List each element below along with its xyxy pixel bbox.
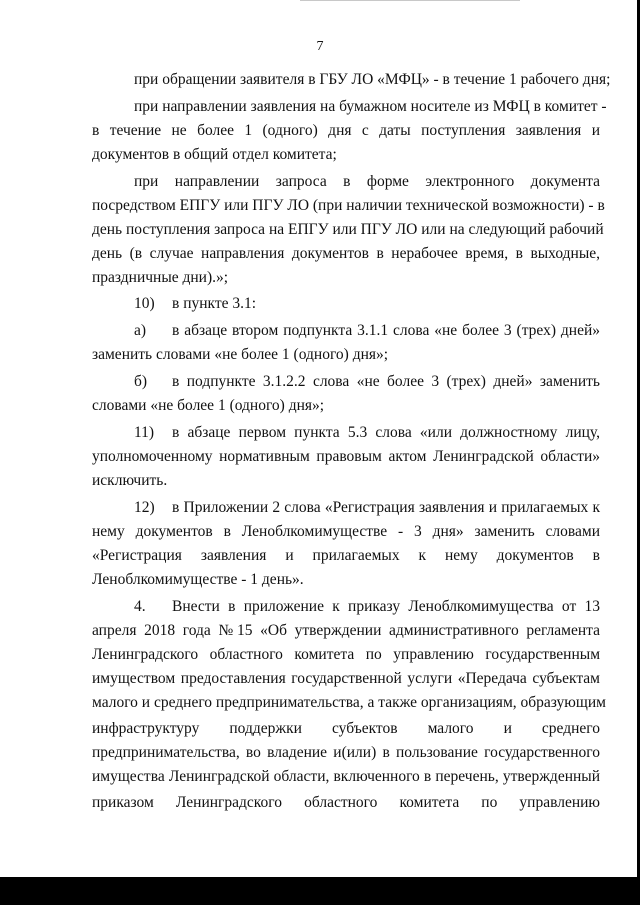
- text-line: Леноблкомимуществе - 1 день».: [92, 571, 304, 588]
- list-number: 4.: [134, 598, 146, 615]
- text-line: Внести в приложение к приказу Леноблкомимущества от 13: [172, 598, 600, 615]
- list-letter: а): [134, 322, 147, 339]
- text-line: день поступления запроса на ЕПГУ или ПГУ ЛО или на следующий рабочий: [92, 221, 604, 238]
- text-line: исключить.: [92, 472, 168, 489]
- text-line: день (в случае направления документов в нерабочее время, в выходные,: [92, 245, 600, 262]
- text-line: в течение не более 1 (одного) дня с даты поступления заявления и: [92, 122, 600, 139]
- list-letter: б): [134, 373, 148, 390]
- text-line: имуществом предоставления государственной услуги «Передача субъектам: [92, 670, 600, 687]
- text-line: в абзаце втором подпункта 3.1.1 слова «не более 3 (трех) дней»: [172, 322, 600, 339]
- text-line: в пункте 3.1:: [172, 295, 257, 312]
- text-line: посредством ЕПГУ или ПГУ ЛО (при наличии технической возможности) - в: [92, 197, 605, 214]
- text-line: уполномоченному нормативным правовым актом Ленинградской области»: [92, 448, 600, 465]
- text-line: инфраструктуру поддержки субъектов малого и среднего: [92, 720, 600, 737]
- scan-top-edge: [300, 0, 520, 1]
- text-line: праздничные дни).»;: [92, 269, 229, 286]
- text-line: приказом Ленинградского областного комитета по управлению: [92, 794, 600, 811]
- text-line: «Регистрация заявления и прилагаемых к нему документов в: [92, 547, 600, 564]
- text-line: документов в общий отдел комитета;: [92, 146, 337, 163]
- text-line: в подпункте 3.1.2.2 слова «не более 3 (трех) дней» заменить: [172, 373, 600, 390]
- list-number: 12): [134, 499, 155, 516]
- text-line: предпринимательства, во владение и(или) в пользование государственного: [92, 744, 600, 761]
- text-line: малого и среднего предпринимательства, а также организациям, образующим: [92, 694, 606, 711]
- text-line: словами «не более 1 (одного) дня»;: [92, 397, 325, 414]
- text-line: в абзаце первом пункта 5.3 слова «или должностному лицу,: [172, 424, 600, 441]
- text-line: имущества Ленинградской области, включенного в перечень, утвержденный: [92, 768, 600, 785]
- text-line: апреля 2018 года №15 «Об утверждении административного регламента: [92, 622, 600, 639]
- list-number: 10): [134, 295, 155, 312]
- text-line: при направлении запроса в форме электронного документа: [134, 173, 600, 190]
- text-line: Ленинградского областного комитета по управлению государственным: [92, 646, 600, 663]
- scan-bottom-edge: [0, 877, 640, 905]
- text-line: заменить словами «не более 1 (одного) дня»;: [92, 346, 389, 363]
- page-number: 7: [316, 39, 324, 54]
- text-line: нему документов в Леноблкомимуществе - 3 дня» заменить словами: [92, 523, 600, 540]
- text-line: в Приложении 2 слова «Регистрация заявления и прилагаемых к: [172, 499, 600, 516]
- list-number: 11): [134, 424, 155, 441]
- text-line: при направлении заявления на бумажном носителе из МФЦ в комитет -: [134, 98, 607, 115]
- text-line: при обращении заявителя в ГБУ ЛО «МФЦ» - в течение 1 рабочего дня;: [134, 71, 611, 88]
